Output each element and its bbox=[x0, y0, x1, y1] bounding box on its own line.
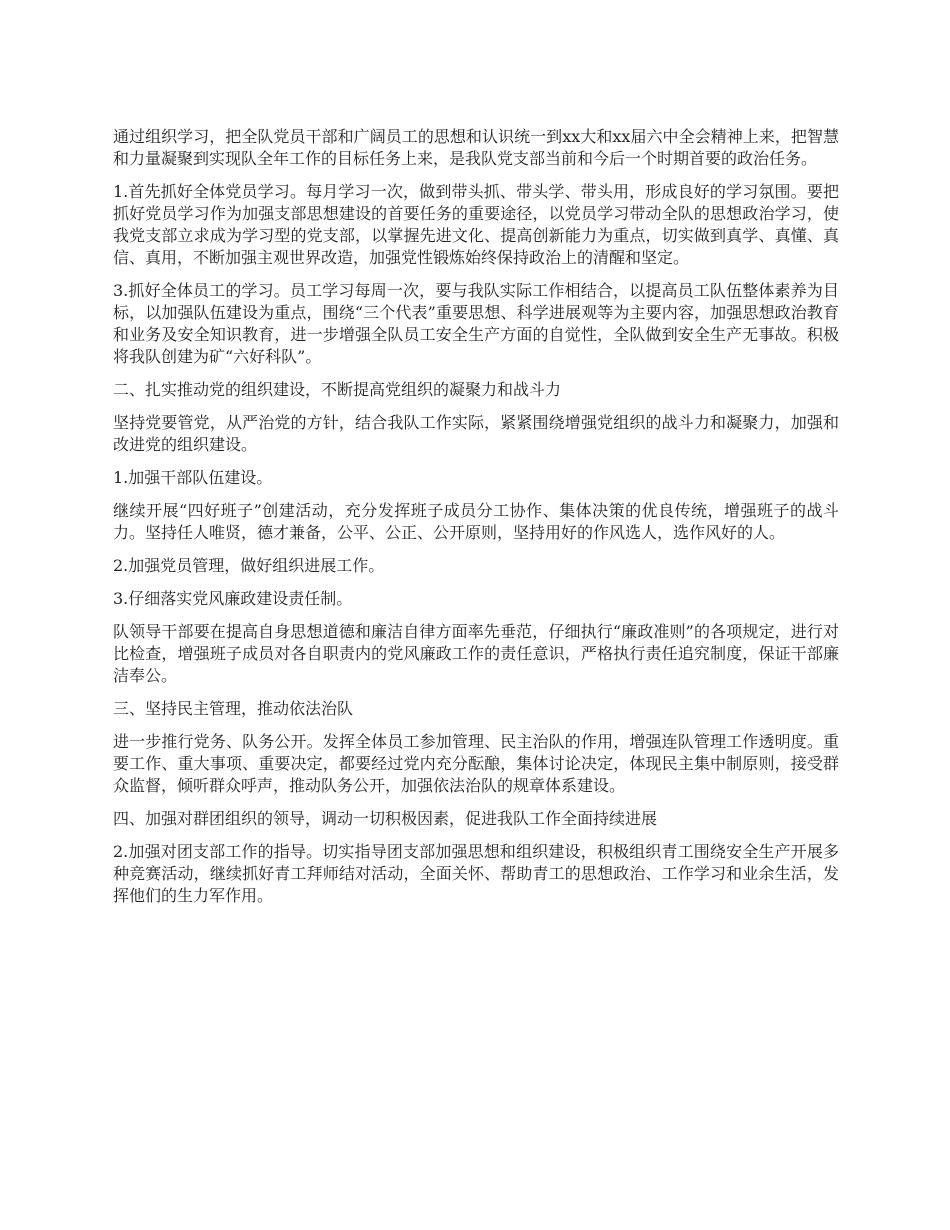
paragraph-open-affairs: 进一步推行党务、队务公开。发挥全体员工参加管理、民主治队的作用，增强连队管理工作透明度。重要工作、重大事项、重要决定，都要经过党内充分酝酿，集体讨论决定，体现民主集中制原则，接受群众监督，倾听群众呼声，推动队务公开，加强依法治队的规章体系建设。 bbox=[113, 732, 839, 795]
paragraph-employee-study: 3.抓好全体员工的学习。员工学习每周一次，要与我队实际工作相结合，以提高员工队伍整体素养为目标，以加强队伍建设为重点，围绕“三个代表”重要思想、科学进展观等为主要内容，加强思想政治教育和业务及安全知识教育，进一步增强全队员工安全生产方面的自觉性，全队做到安全生产无事故。积极将我队创建为矿“六好科队”。 bbox=[113, 281, 839, 366]
paragraph-integrity-responsibility: 3.仔细落实党风廉政建设责任制。 bbox=[113, 589, 353, 608]
paragraph-intro: 通过组织学习，把全队党员干部和广阔员工的思想和认识统一到xx大和xx届六中全会精神上来，把智慧和力量凝聚到实现队全年工作的目标任务上来，是我队党支部当前和今后一个时期首要的政治任务。 bbox=[113, 127, 839, 168]
paragraph-cadre-building: 1.加强干部队伍建设。 bbox=[113, 468, 273, 487]
paragraph-four-good-team: 继续开展“四好班子”创建活动，充分发挥班子成员分工协作、集体决策的优良传统，增强班子的战斗力。坚持任人唯贤，德才兼备，公平、公正、公开原则，坚持用好的作风选人，选作风好的人。 bbox=[113, 501, 839, 542]
paragraph-youth-league: 2.加强对团支部工作的指导。切实指导团支部加强思想和组织建设，积极组织青工围绕安全生产开展多种竞赛活动，继续抓好青工拜师结对活动，全面关怀、帮助青工的思想政治、工作学习和业余生活，发挥他们的生力军作用。 bbox=[113, 842, 839, 905]
paragraph-leadership-integrity: 队领导干部要在提高自身思想道德和廉洁自律方面率先垂范，仔细执行“廉政准则”的各项规定，进行对比检查，增强班子成员对各自职责内的党风廉政工作的责任意识，严格执行责任追究制度，保证干部廉洁奉公。 bbox=[113, 622, 839, 685]
section-heading-mass-organizations: 四、加强对群团组织的领导，调动一切积极因素，促进我队工作全面持续进展 bbox=[113, 809, 658, 828]
paragraph-organization-intro: 坚持党要管党，从严治党的方针，结合我队工作实际，紧紧围绕增强党组织的战斗力和凝聚力，加强和改进党的组织建设。 bbox=[113, 413, 839, 454]
paragraph-party-member-study: 1.首先抓好全体党员学习。每月学习一次，做到带头抓、带头学、带头用，形成良好的学习氛围。要把抓好党员学习作为加强支部思想建设的首要任务的重要途径，以党员学习带动全队的思想政治学习，使我党支部立求成为学习型的党支部，以掌握先进文化、提高创新能力为重点，切实做到真学、真懂、真信、真用，不断加强主观世界改造，加强党性锻炼始终保持政治上的清醒和坚定。 bbox=[113, 182, 839, 267]
section-heading-organization: 二、扎实推动党的组织建设，不断提高党组织的凝聚力和战斗力 bbox=[113, 380, 562, 399]
paragraph-member-management: 2.加强党员管理，做好组织进展工作。 bbox=[113, 556, 385, 575]
document-body bbox=[113, 126, 839, 918]
section-heading-democratic: 三、坚持民主管理，推动依法治队 bbox=[113, 699, 354, 718]
